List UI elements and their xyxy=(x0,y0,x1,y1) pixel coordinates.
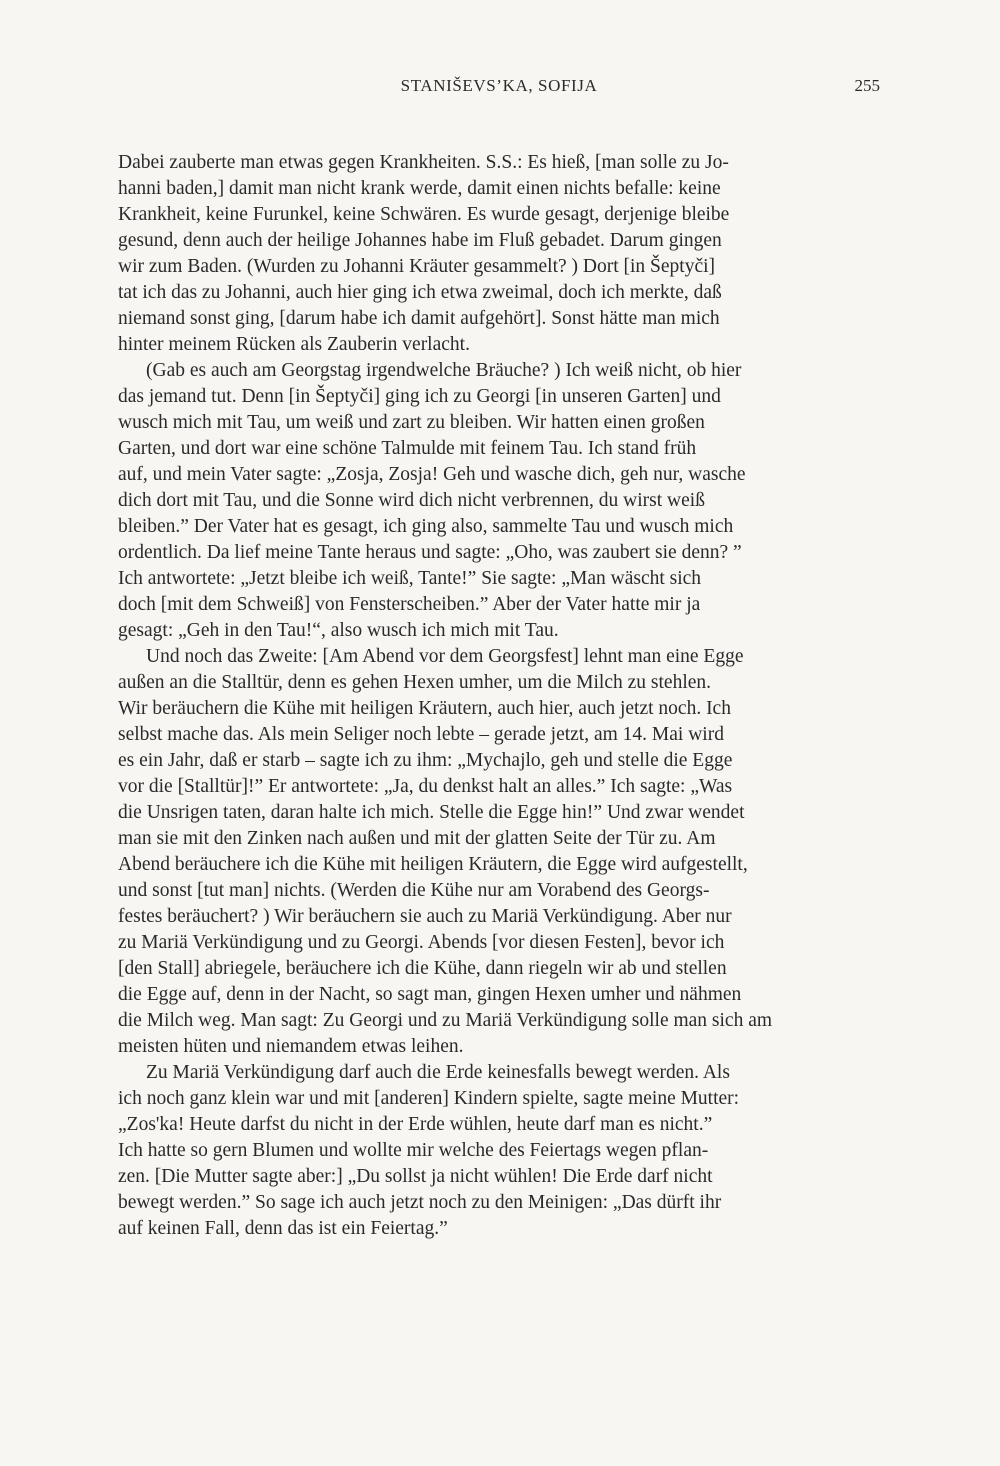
text-line: [den Stall] abriegele, beräuchere ich die Kühe, dann riegeln wir ab und stellen xyxy=(118,958,727,979)
paragraph xyxy=(118,1060,888,1242)
text-line: auf keinen Fall, denn das ist ein Feiertag.” xyxy=(118,1218,448,1239)
text-line: es ein Jahr, daß er starb – sagte ich zu ihm: „Mychajlo, geh und stelle die Egge xyxy=(118,750,733,771)
text-line: wusch mich mit Tau, um weiß und zart zu bleiben. Wir hatten einen großen xyxy=(118,412,705,433)
text-line: ordentlich. Da lief meine Tante heraus und sagte: „Oho, was zaubert sie denn? ” xyxy=(118,542,742,563)
text-line: festes beräuchert? ) Wir beräuchern sie auch zu Mariä Verkündigung. Aber nur xyxy=(118,906,732,927)
text-line: (Gab es auch am Georgstag irgendwelche Bräuche? ) Ich weiß nicht, ob hier xyxy=(146,360,742,381)
page-number: 255 xyxy=(854,76,880,95)
text-line: Und noch das Zweite: [Am Abend vor dem Georgsfest] lehnt man eine Egge xyxy=(146,646,744,667)
text-line: bleiben.” Der Vater hat es gesagt, ich ging also, sammelte Tau und wusch mich xyxy=(118,516,734,537)
text-line: gesund, denn auch der heilige Johannes habe im Fluß gebadet. Darum gingen xyxy=(118,230,722,251)
text-line: und sonst [tut man] nichts. (Werden die Kühe nur am Vorabend des Georgs- xyxy=(118,880,710,901)
text-line: dich dort mit Tau, und die Sonne wird dich nicht verbrennen, du wirst weiß xyxy=(118,490,705,511)
text-line: Ich hatte so gern Blumen und wollte mir welche des Feiertags wegen pflan- xyxy=(118,1140,709,1161)
text-line: niemand sonst ging, [darum habe ich damit aufgehört]. Sonst hätte man mich xyxy=(118,308,720,329)
running-header xyxy=(118,76,880,100)
text-line: ich noch ganz klein war und mit [anderen] Kindern spielte, sagte meine Mutter: xyxy=(118,1088,740,1109)
text-line: das jemand tut. Denn [in Šeptyči] ging ich zu Georgi [in unseren Garten] und xyxy=(118,386,721,407)
running-title: STANIŠEVS’KA, SOFIJA xyxy=(400,76,598,95)
text-line: Dabei zauberte man etwas gegen Krankheiten. S.S.: Es hieß, [man solle zu Jo- xyxy=(118,152,729,173)
text-line: wir zum Baden. (Wurden zu Johanni Kräuter gesammelt? ) Dort [in Šeptyči] xyxy=(118,256,716,277)
text-line: „Zos'ka! Heute darfst du nicht in der Erde wühlen, heute darf man es nicht.” xyxy=(118,1114,713,1135)
paragraph xyxy=(118,150,888,358)
text-line: zu Mariä Verkündigung und zu Georgi. Abends [vor diesen Festen], bevor ich xyxy=(118,932,725,953)
text-line: Ich antwortete: „Jetzt bleibe ich weiß, Tante!” Sie sagte: „Man wäscht sich xyxy=(118,568,702,589)
text-line: Zu Mariä Verkündigung darf auch die Erde keinesfalls bewegt werden. Als xyxy=(146,1062,730,1083)
text-line: gesagt: „Geh in den Tau!“, also wusch ich mich mit Tau. xyxy=(118,620,559,641)
text-line: zen. [Die Mutter sagte aber:] „Du sollst ja nicht wühlen! Die Erde darf nicht xyxy=(118,1166,713,1187)
text-line: Krankheit, keine Furunkel, keine Schwären. Es wurde gesagt, derjenige bleibe xyxy=(118,204,730,225)
text-line: meisten hüten und niemandem etwas leihen. xyxy=(118,1036,464,1057)
text-line: hanni baden,] damit man nicht krank werde, damit einen nichts befalle: keine xyxy=(118,178,721,199)
text-line: bewegt werden.” So sage ich auch jetzt noch zu den Meinigen: „Das dürft ihr xyxy=(118,1192,722,1213)
text-line: die Unsrigen taten, daran halte ich mich. Stelle die Egge hin!” Und zwar wendet xyxy=(118,802,745,823)
text-line: Garten, und dort war eine schöne Talmulde mit feinem Tau. Ich stand früh xyxy=(118,438,697,459)
text-line: tat ich das zu Johanni, auch hier ging ich etwa zweimal, doch ich merkte, daß xyxy=(118,282,722,303)
text-line: die Egge auf, denn in der Nacht, so sagt man, gingen Hexen umher und nähmen xyxy=(118,984,742,1005)
paragraph xyxy=(118,644,888,1060)
text-line: auf, und mein Vater sagte: „Zosja, Zosja! Geh und wasche dich, geh nur, wasche xyxy=(118,464,746,485)
body-text xyxy=(118,150,888,1242)
text-line: man sie mit den Zinken nach außen und mit der glatten Seite der Tür zu. Am xyxy=(118,828,716,849)
text-line: selbst mache das. Als mein Seliger noch lebte – gerade jetzt, am 14. Mai wird xyxy=(118,724,724,745)
paragraph xyxy=(118,358,888,644)
text-line: doch [mit dem Schweiß] von Fensterscheiben.” Aber der Vater hatte mir ja xyxy=(118,594,701,615)
text-line: die Milch weg. Man sagt: Zu Georgi und zu Mariä Verkündigung solle man sich am xyxy=(118,1010,773,1031)
text-line: außen an die Stalltür, denn es gehen Hexen umher, um die Milch zu stehlen. xyxy=(118,672,712,693)
text-line: Wir beräuchern die Kühe mit heiligen Kräutern, auch hier, auch jetzt noch. Ich xyxy=(118,698,731,719)
text-line: vor die [Stalltür]!” Er antwortete: „Ja, du denkst halt an alles.” Ich sagte: „Was xyxy=(118,776,733,797)
text-line: hinter meinem Rücken als Zauberin verlacht. xyxy=(118,334,470,355)
text-line: Abend beräuchere ich die Kühe mit heiligen Kräutern, die Egge wird aufgestellt, xyxy=(118,854,748,875)
